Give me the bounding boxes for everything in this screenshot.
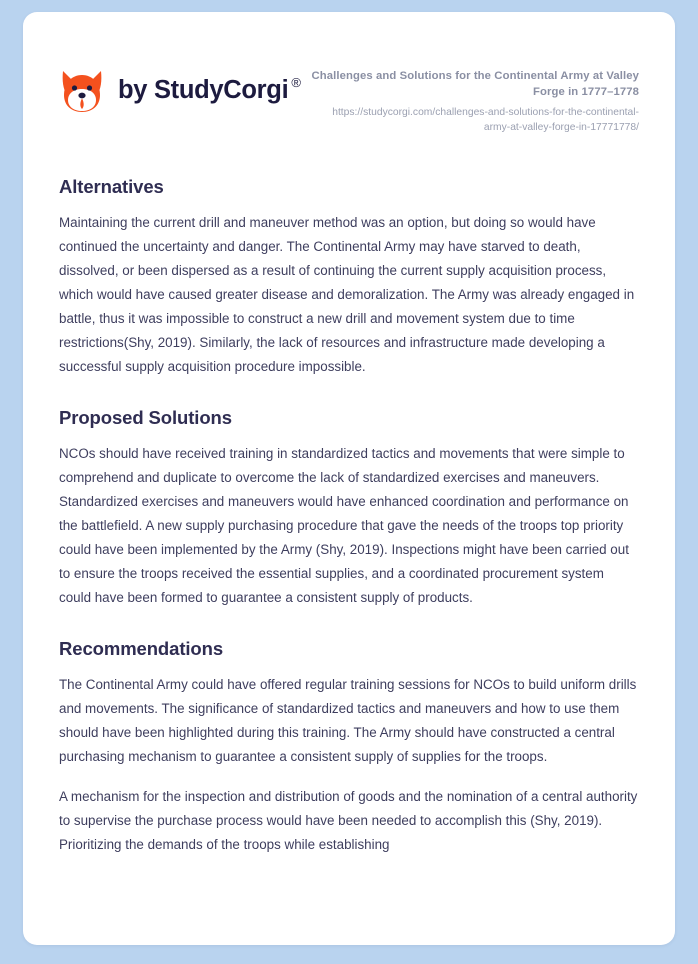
- document-title: Challenges and Solutions for the Continental Army at Valley Forge in 1777–1778: [311, 70, 639, 99]
- studycorgi-brand[interactable]: [59, 59, 301, 115]
- document-page-card: [23, 12, 675, 945]
- section-paragraph: The Continental Army could have offered regular training sessions for NCOs to build uniform drills and movements. The significance of standardized tactics and maneuvers and how to use them should have been highlighted during this training. The Army should have constructed a central purchasing mechanism to guarantee a consistent supply of supplies for the troops.: [59, 676, 637, 764]
- section-paragraph: Maintaining the current drill and maneuver method was an option, but doing so would have continued the uncertainty and danger. The Continental Army may have starved to death, dissolved, or been dispersed as a result of continuing the current supply acquisition process, which would have caused greater disease and demoralization. The Army was already engaged in battle, thus it was impossible to construct a new drill and movement system due to time restrictions(Shy, 2019). Similarly, the lack of resources and infrastructure made developing a successful supply acquisition procedure impossible.: [59, 214, 635, 374]
- section-paragraph: A mechanism for the inspection and distribution of goods and the nomination of a central authority to supervise the purchase process would have been needed to accomplish this (Shy, 2019). Prioritizing the demands of the troops while establishing: [59, 788, 638, 852]
- section-heading: Alternatives: [59, 175, 164, 197]
- section-proposed-solutions: [59, 407, 639, 610]
- brand-text: by StudyCorgi: [118, 76, 289, 105]
- section-heading: Proposed Solutions: [59, 406, 232, 428]
- registered-trademark-icon: ®: [291, 75, 301, 91]
- section-paragraph: NCOs should have received training in standardized tactics and movements that were simple to comprehend and duplicate to overcome the lack of standardized exercises and maneuvers. Standardized exercises and maneuvers would have enhanced coordination and performance on the battlefield. A new supply purchasing procedure that gave the needs of the troops top priority could have been implemented by the Army (Shy, 2019). Inspections might have been carried out to ensure the troops received the essential supplies, and a coordinated procurement system could have been formed to guarantee a consistent supply of products.: [59, 445, 629, 605]
- corgi-head-icon: [59, 67, 105, 115]
- document-source-url[interactable]: https://studycorgi.com/challenges-and-solutions-for-the-continental-army-at-valley-forge-in-17771778/: [332, 107, 639, 133]
- document-body: [23, 176, 675, 857]
- document-header: [23, 12, 675, 136]
- document-meta: [309, 59, 639, 136]
- section-alternatives: [59, 176, 639, 379]
- brand-wordmark: [118, 75, 301, 105]
- section-heading: Recommendations: [59, 637, 224, 659]
- section-recommendations: [59, 638, 639, 857]
